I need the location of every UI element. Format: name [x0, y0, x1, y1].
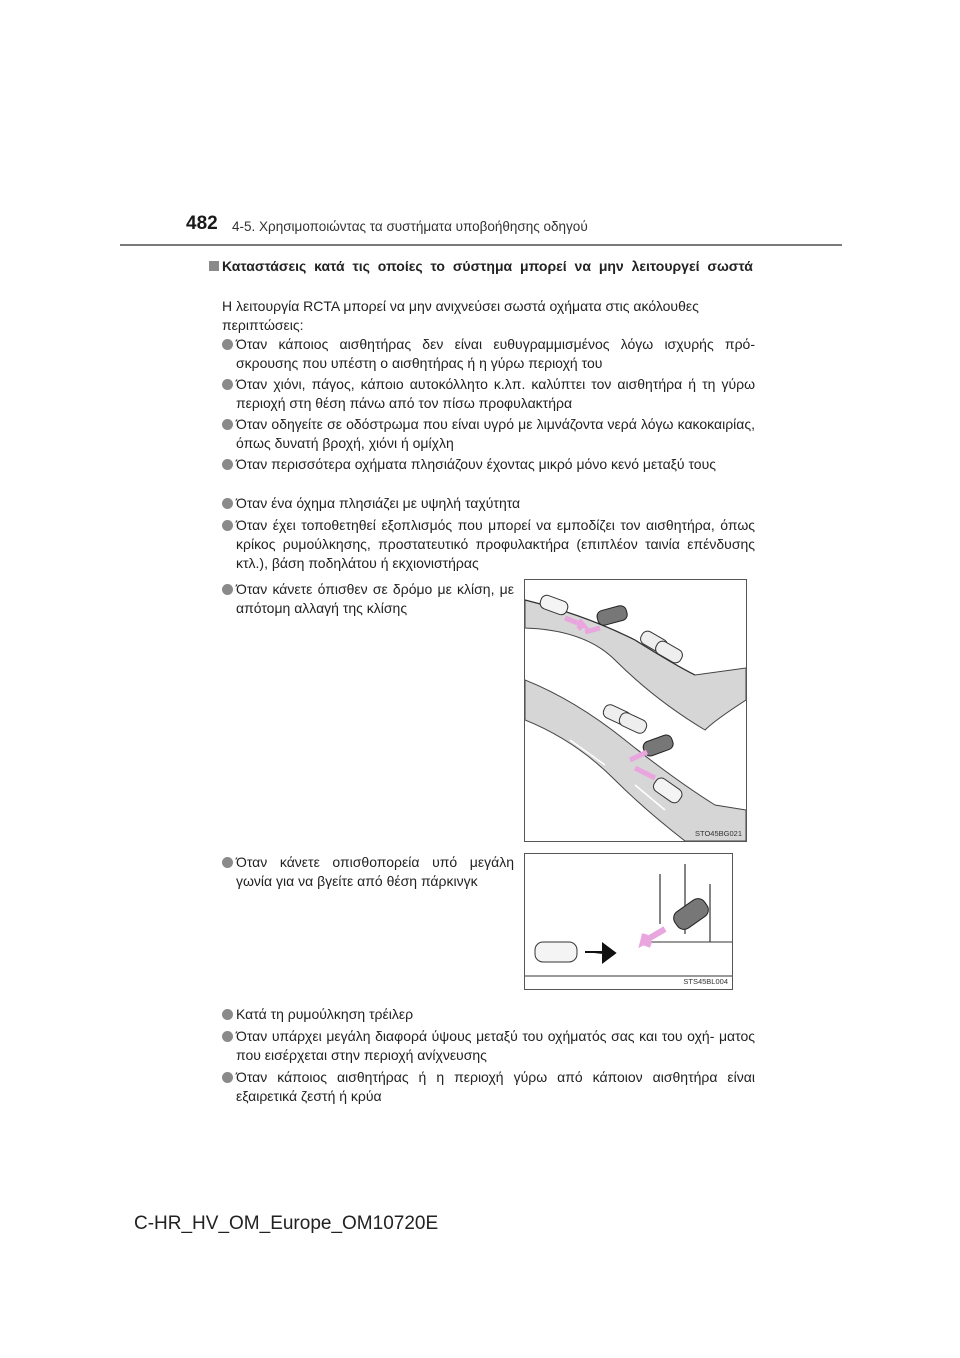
list-item-text: Κατά τη ρυμούλκηση τρέιλερ — [236, 1006, 414, 1022]
subsection-heading-text: Καταστάσεις κατά τις οποίες το σύστημα μπορεί να μην λειτουργεί σωστά — [222, 258, 753, 274]
parking-illustration — [524, 853, 733, 990]
square-bullet-icon — [209, 261, 219, 271]
list-item-text: Όταν ένα όχημα πλησιάζει με υψηλή ταχύτητα — [236, 495, 521, 511]
list-item — [222, 1005, 755, 1024]
list-item-text: Όταν κάποιος αισθητήρας δεν είναι ευθυγραμμισμένος λόγω ισχυρής πρό- σκρουσης που υπέστη ο αισθητήρας ή η γύρω περιοχή του — [236, 336, 755, 371]
list-item — [222, 494, 755, 513]
list-item — [222, 455, 755, 474]
bullet-dot-icon — [222, 498, 233, 509]
list-item — [222, 335, 755, 373]
bullet-dot-icon — [222, 520, 233, 531]
list-item — [222, 1027, 755, 1065]
list-item-text: Όταν έχει τοποθετηθεί εξοπλισμός που μπορεί να εμποδίζει τον αισθητήρα, όπως κρίκος ρυμούλκησης, προστατευτικό προφυλακτήρα (επιπλέον ταινία επένδυσης κτλ.), βάση ποδηλάτου ή εκχιονιστήρας — [236, 517, 755, 571]
header-divider — [120, 244, 842, 246]
list-item — [222, 1068, 755, 1106]
slope-road-drawing — [525, 580, 746, 841]
list-item-text: Όταν χιόνι, πάγος, κάποιο αυτοκόλλητο κ.λπ. καλύπτει τον αισθητήρα ή τη γύρω περιοχή στη θέση πάνω από τον πίσω προφυλακτήρα — [236, 376, 755, 411]
bullet-dot-icon — [222, 339, 233, 350]
list-item — [222, 415, 755, 453]
bullet-dot-icon — [222, 1031, 233, 1042]
intro-paragraph: Η λειτουργία RCTA μπορεί να μην ανιχνεύσει σωστά οχήματα στις ακόλουθες περιπτώσεις: — [222, 298, 699, 333]
list-item-text: Όταν κάποιος αισθητήρας ή η περιοχή γύρω από κάποιον αισθητήρα είναι εξαιρετικά ζεστή ή κρύα — [236, 1069, 755, 1104]
subsection-heading — [209, 257, 754, 276]
list-item — [222, 853, 514, 891]
list-item-text: Όταν οδηγείτε σε οδόστρωμα που είναι υγρό με λιμνάζοντα νερά λόγω κακοκαιρίας, όπως δυνατή βροχή, χιόνι ή ομίχλη — [236, 416, 755, 451]
bullet-dot-icon — [222, 379, 233, 390]
list-item-text: Όταν κάνετε όπισθεν σε δρόμο με κλίση, με απότομη αλλαγή της κλίσης — [236, 581, 514, 616]
bullet-dot-icon — [222, 459, 233, 470]
bullet-dot-icon — [222, 419, 233, 430]
figure-code: STO45BG021 — [695, 829, 742, 838]
list-item-text: Όταν υπάρχει μεγάλη διαφορά ύψους μεταξύ του οχήματός σας και του οχή- ματος που εισέρχεται στην περιοχή ανίχνευσης — [236, 1028, 755, 1063]
page-number: 482 — [186, 213, 218, 234]
bullet-dot-icon — [222, 1072, 233, 1083]
bullet-dot-icon — [222, 857, 233, 868]
list-item-text: Όταν περισσότερα οχήματα πλησιάζουν έχοντας μικρό μόνο κενό μεταξύ τους — [236, 456, 716, 472]
car-icon — [535, 942, 577, 962]
parking-lot-drawing — [525, 854, 732, 989]
bullet-dot-icon — [222, 584, 233, 595]
slope-illustration — [524, 579, 747, 842]
list-item-text: Όταν κάνετε οπισθοπορεία υπό μεγάλη γωνία για να βγείτε από θέση πάρκινγκ — [236, 854, 514, 889]
list-item — [222, 375, 755, 413]
bullet-dot-icon — [222, 1009, 233, 1020]
list-item — [222, 580, 514, 618]
car-icon — [617, 711, 648, 736]
car-icon — [596, 604, 629, 626]
document-id-footer: C-HR_HV_OM_Europe_OM10720E — [134, 1213, 439, 1234]
figure-code: STS45BL004 — [683, 977, 728, 986]
list-item — [222, 516, 755, 573]
section-title: 4-5. Χρησιμοποιώντας τα συστήματα υποβοήθησης οδηγού — [232, 219, 588, 234]
car-icon — [671, 895, 712, 932]
